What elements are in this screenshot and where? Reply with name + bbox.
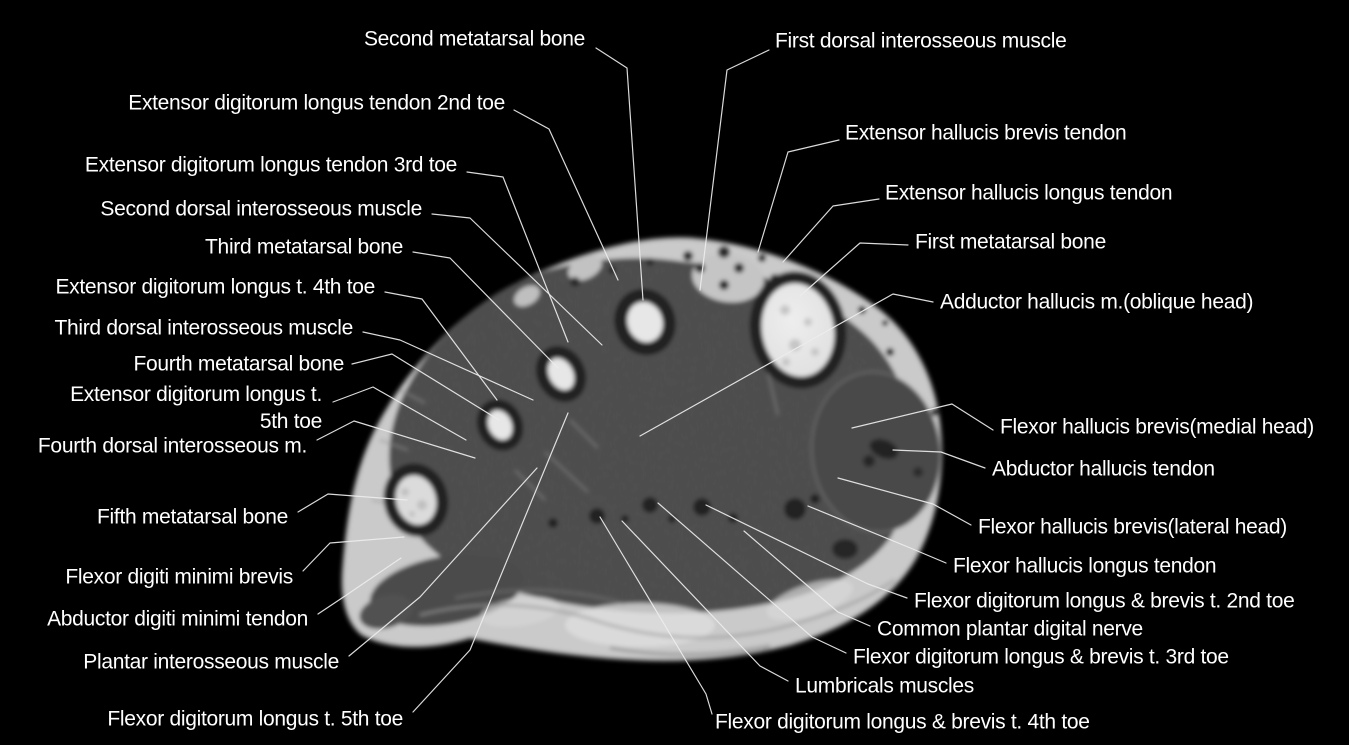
label-first-dorsal-interosseous-muscle: First dorsal interosseous muscle <box>775 29 1067 53</box>
label-flexor-hallucis-brevis-lateral-head: Flexor hallucis brevis(lateral head) <box>978 515 1287 539</box>
label-extensor-digitorum-longus-tendon-3rd-toe: Extensor digitorum longus tendon 3rd toe <box>84 153 457 177</box>
label-second-dorsal-interosseous-muscle: Second dorsal interosseous muscle <box>100 197 422 221</box>
label-second-metatarsal-bone: Second metatarsal bone <box>363 27 585 51</box>
label-extensor-digitorum-longus-tendon-2nd-toe: Extensor digitorum longus tendon 2nd toe <box>128 91 505 115</box>
label-third-metatarsal-bone: Third metatarsal bone <box>205 235 403 259</box>
label-fifth-metatarsal-bone: Fifth metatarsal bone <box>97 505 288 529</box>
label-flexor-hallucis-longus-tendon: Flexor hallucis longus tendon <box>953 554 1217 578</box>
label-third-dorsal-interosseous-muscle: Third dorsal interosseous muscle <box>54 316 353 340</box>
label-common-plantar-digital-nerve: Common plantar digital nerve <box>877 617 1143 641</box>
label-extensor-hallucis-longus-tendon: Extensor hallucis longus tendon <box>885 181 1173 205</box>
label-abductor-digiti-minimi-tendon: Abductor digiti minimi tendon <box>47 607 308 631</box>
label-plantar-interosseous-muscle: Plantar interosseous muscle <box>83 650 339 674</box>
label-flexor-digitorum-longus-brevis-t-4th-toe: Flexor digitorum longus & brevis t. 4th toe <box>715 710 1090 734</box>
label-flexor-digitorum-longus-brevis-t-3rd-toe: Flexor digitorum longus & brevis t. 3rd toe <box>853 645 1229 669</box>
label-lumbricals-muscles: Lumbricals muscles <box>795 674 974 698</box>
label-extensor-digitorum-longus-t-5th-toe: Extensor digitorum longus t. 5th toe <box>70 383 322 433</box>
label-first-metatarsal-bone: First metatarsal bone <box>915 230 1106 254</box>
label-abductor-hallucis-tendon: Abductor hallucis tendon <box>992 457 1215 481</box>
label-flexor-digitorum-longus-t-5th-toe: Flexor digitorum longus t. 5th toe <box>107 707 403 731</box>
label-fourth-metatarsal-bone: Fourth metatarsal bone <box>133 352 344 376</box>
label-flexor-digitorum-longus-brevis-t-2nd-toe: Flexor digitorum longus & brevis t. 2nd toe <box>914 589 1295 613</box>
label-flexor-digiti-minimi-brevis: Flexor digiti minimi brevis <box>65 565 293 589</box>
label-fourth-dorsal-interosseous-m: Fourth dorsal interosseous m. <box>37 434 307 458</box>
label-extensor-digitorum-longus-t-4th-toe: Extensor digitorum longus t. 4th toe <box>55 275 375 299</box>
label-adductor-hallucis-m-oblique-head: Adductor hallucis m.(oblique head) <box>940 290 1254 314</box>
label-extensor-hallucis-brevis-tendon: Extensor hallucis brevis tendon <box>845 121 1127 145</box>
label-flexor-hallucis-brevis-medial-head: Flexor hallucis brevis(medial head) <box>1000 415 1314 439</box>
